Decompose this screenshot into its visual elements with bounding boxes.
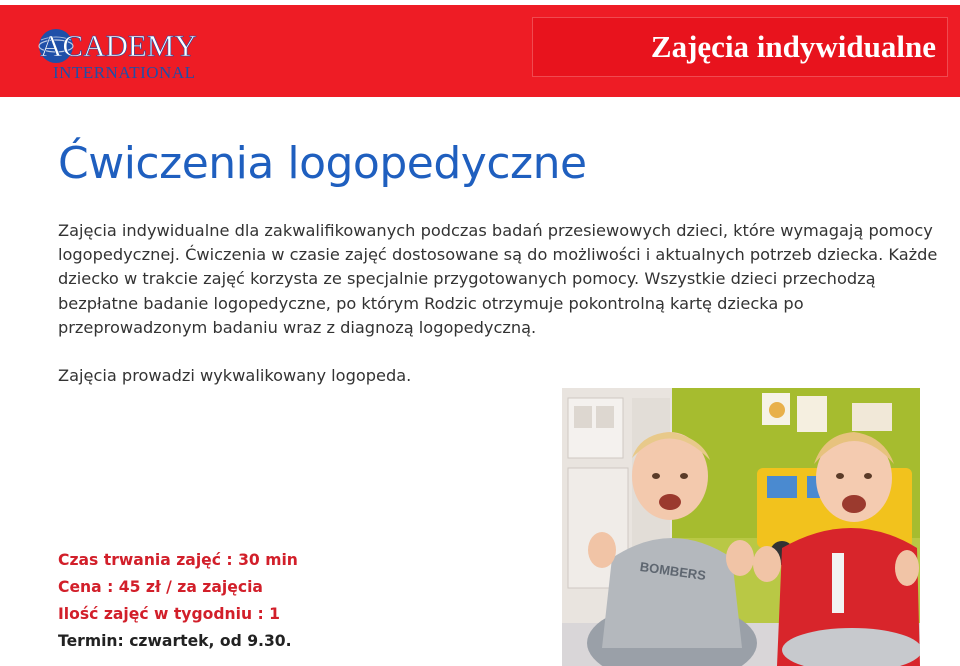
frequency-text: Ilość zajęć w tygodniu : 1 bbox=[58, 605, 280, 623]
duration-text: Czas trwania zajęć : 30 min bbox=[58, 551, 298, 569]
description-text: Zajęcia indywidualne dla zakwalifikowanych podczas badań przesiewowych dzieci, które wymagają pomocy logopedycznej. Ćwiczenia w czasie zajęć dostosowane są do możliwości i aktualnych potrzeb dziecka. Każde dziecko w trakcie zajęć korzysta ze specjalnie przygotowanych pomocy. Wszystkie dzieci przechodzą bezpłatne badanie logopedyczne, po którym Rodzic otrzymuje pokontrolną kartę dziecka po przeprowadzonym badaniu wraz z diagnozą logopedyczną. bbox=[58, 221, 938, 337]
academy-logo bbox=[36, 20, 216, 88]
svg-text:BOMBERS: BOMBERS bbox=[638, 558, 707, 584]
teacher-note: Zajęcia prowadzi wykwalikowany logopeda. bbox=[58, 366, 412, 385]
header-title: Zajęcia indywidualne bbox=[650, 29, 936, 64]
price-text: Cena : 45 zł / za zajęcia bbox=[58, 578, 263, 596]
svg-text:INTERNATIONAL: INTERNATIONAL bbox=[53, 63, 196, 82]
children-photo bbox=[562, 388, 920, 666]
page-title: Ćwiczenia logopedyczne bbox=[58, 138, 587, 189]
header-title-box bbox=[532, 17, 948, 77]
class-details bbox=[58, 547, 298, 655]
svg-text:ACADEMY: ACADEMY bbox=[40, 28, 197, 63]
schedule-text: Termin: czwartek, od 9.30. bbox=[58, 632, 292, 650]
